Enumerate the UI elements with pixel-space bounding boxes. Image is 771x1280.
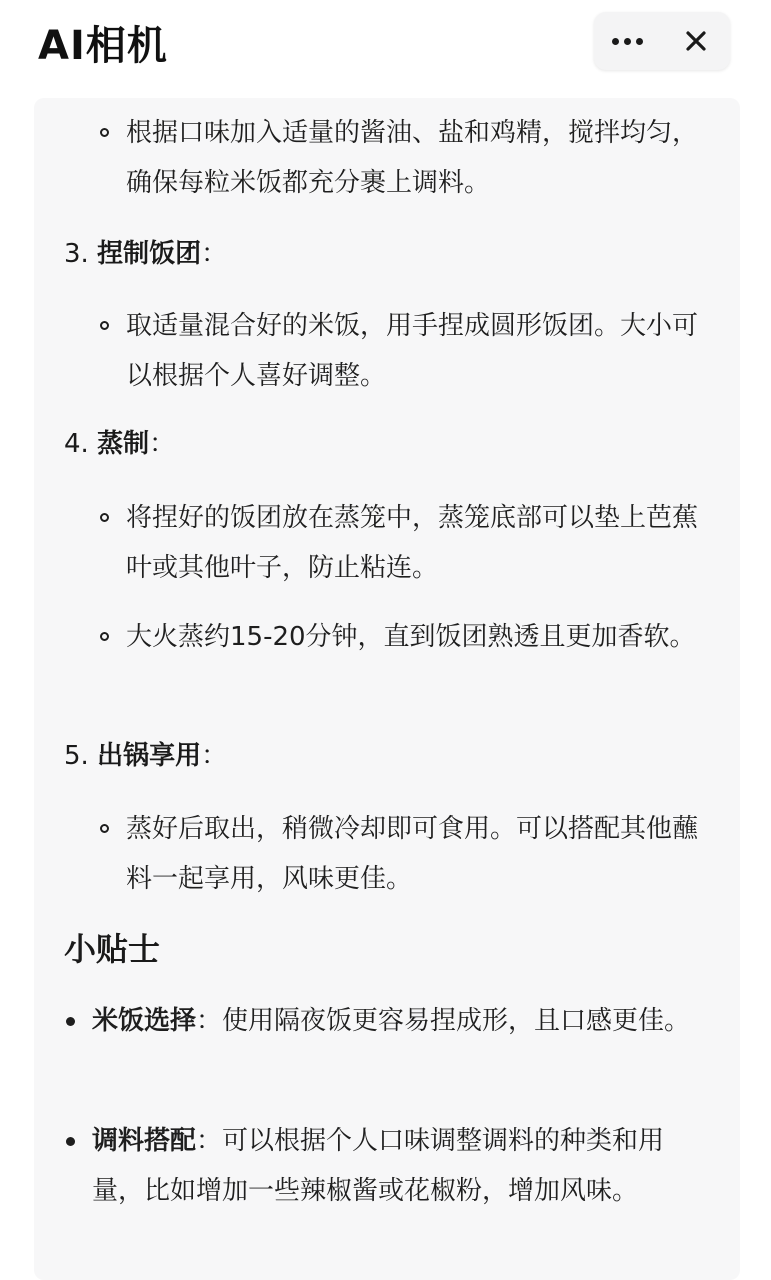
- list-item: 将捏好的饭团放在蒸笼中，蒸笼底部可以垫上芭蕉叶或其他叶子，防止粘连。: [126, 503, 699, 583]
- tip-colon: ：: [196, 1126, 223, 1156]
- close-icon[interactable]: [684, 29, 708, 53]
- answer-card: [34, 98, 740, 1280]
- app-title: AI相机: [38, 23, 168, 69]
- circle-bullet-icon: [100, 824, 109, 833]
- step-colon: ：: [201, 741, 228, 771]
- dot-bullet-icon: [66, 1017, 75, 1026]
- more-horizontal-icon[interactable]: [612, 38, 643, 45]
- mini-program-capsule: [594, 12, 730, 70]
- step-title: 捏制饭团: [97, 239, 202, 269]
- step-heading: [64, 738, 227, 774]
- dot-bullet-icon: [66, 1137, 75, 1146]
- list-item: 根据口味加入适量的酱油、盐和鸡精，搅拌均匀，确保每粒米饭都充分裹上调料。: [126, 118, 699, 198]
- tips-title: 小贴士: [64, 930, 161, 968]
- circle-bullet-icon: [100, 513, 109, 522]
- list-item: 取适量混合好的米饭，用手捏成圆形饭团。大小可以根据个人喜好调整。: [126, 311, 699, 391]
- step-colon: ：: [149, 429, 176, 459]
- step-number: 5.: [64, 741, 98, 771]
- step-title: 蒸制: [97, 429, 150, 459]
- tip-label: 调料搭配: [92, 1126, 197, 1156]
- step-heading: [64, 236, 227, 272]
- step-number: 4.: [64, 429, 98, 459]
- tip-label: 米饭选择: [92, 1006, 197, 1036]
- step-number: 3.: [64, 239, 98, 269]
- list-item: 蒸好后取出，稍微冷却即可食用。可以搭配其他蘸料一起享用，风味更佳。: [126, 814, 699, 894]
- circle-bullet-icon: [100, 128, 109, 137]
- circle-bullet-icon: [100, 321, 109, 330]
- circle-bullet-icon: [100, 632, 109, 641]
- tip-colon: ：: [196, 1006, 223, 1036]
- tip-text: 可以根据个人口味调整调料的种类和用量，比如增加一些辣椒酱或花椒粉，增加风味。: [92, 1126, 665, 1206]
- tip-item: [92, 1116, 716, 1216]
- step-title: 出锅享用: [97, 741, 202, 771]
- step-colon: ：: [201, 239, 228, 269]
- list-item: 大火蒸约15-20分钟，直到饭团熟透且更加香软。: [126, 622, 696, 652]
- tip-item: [92, 996, 716, 1046]
- tip-text: 使用隔夜饭更容易捏成形，且口感更佳。: [222, 1006, 691, 1036]
- step-heading: [64, 426, 175, 462]
